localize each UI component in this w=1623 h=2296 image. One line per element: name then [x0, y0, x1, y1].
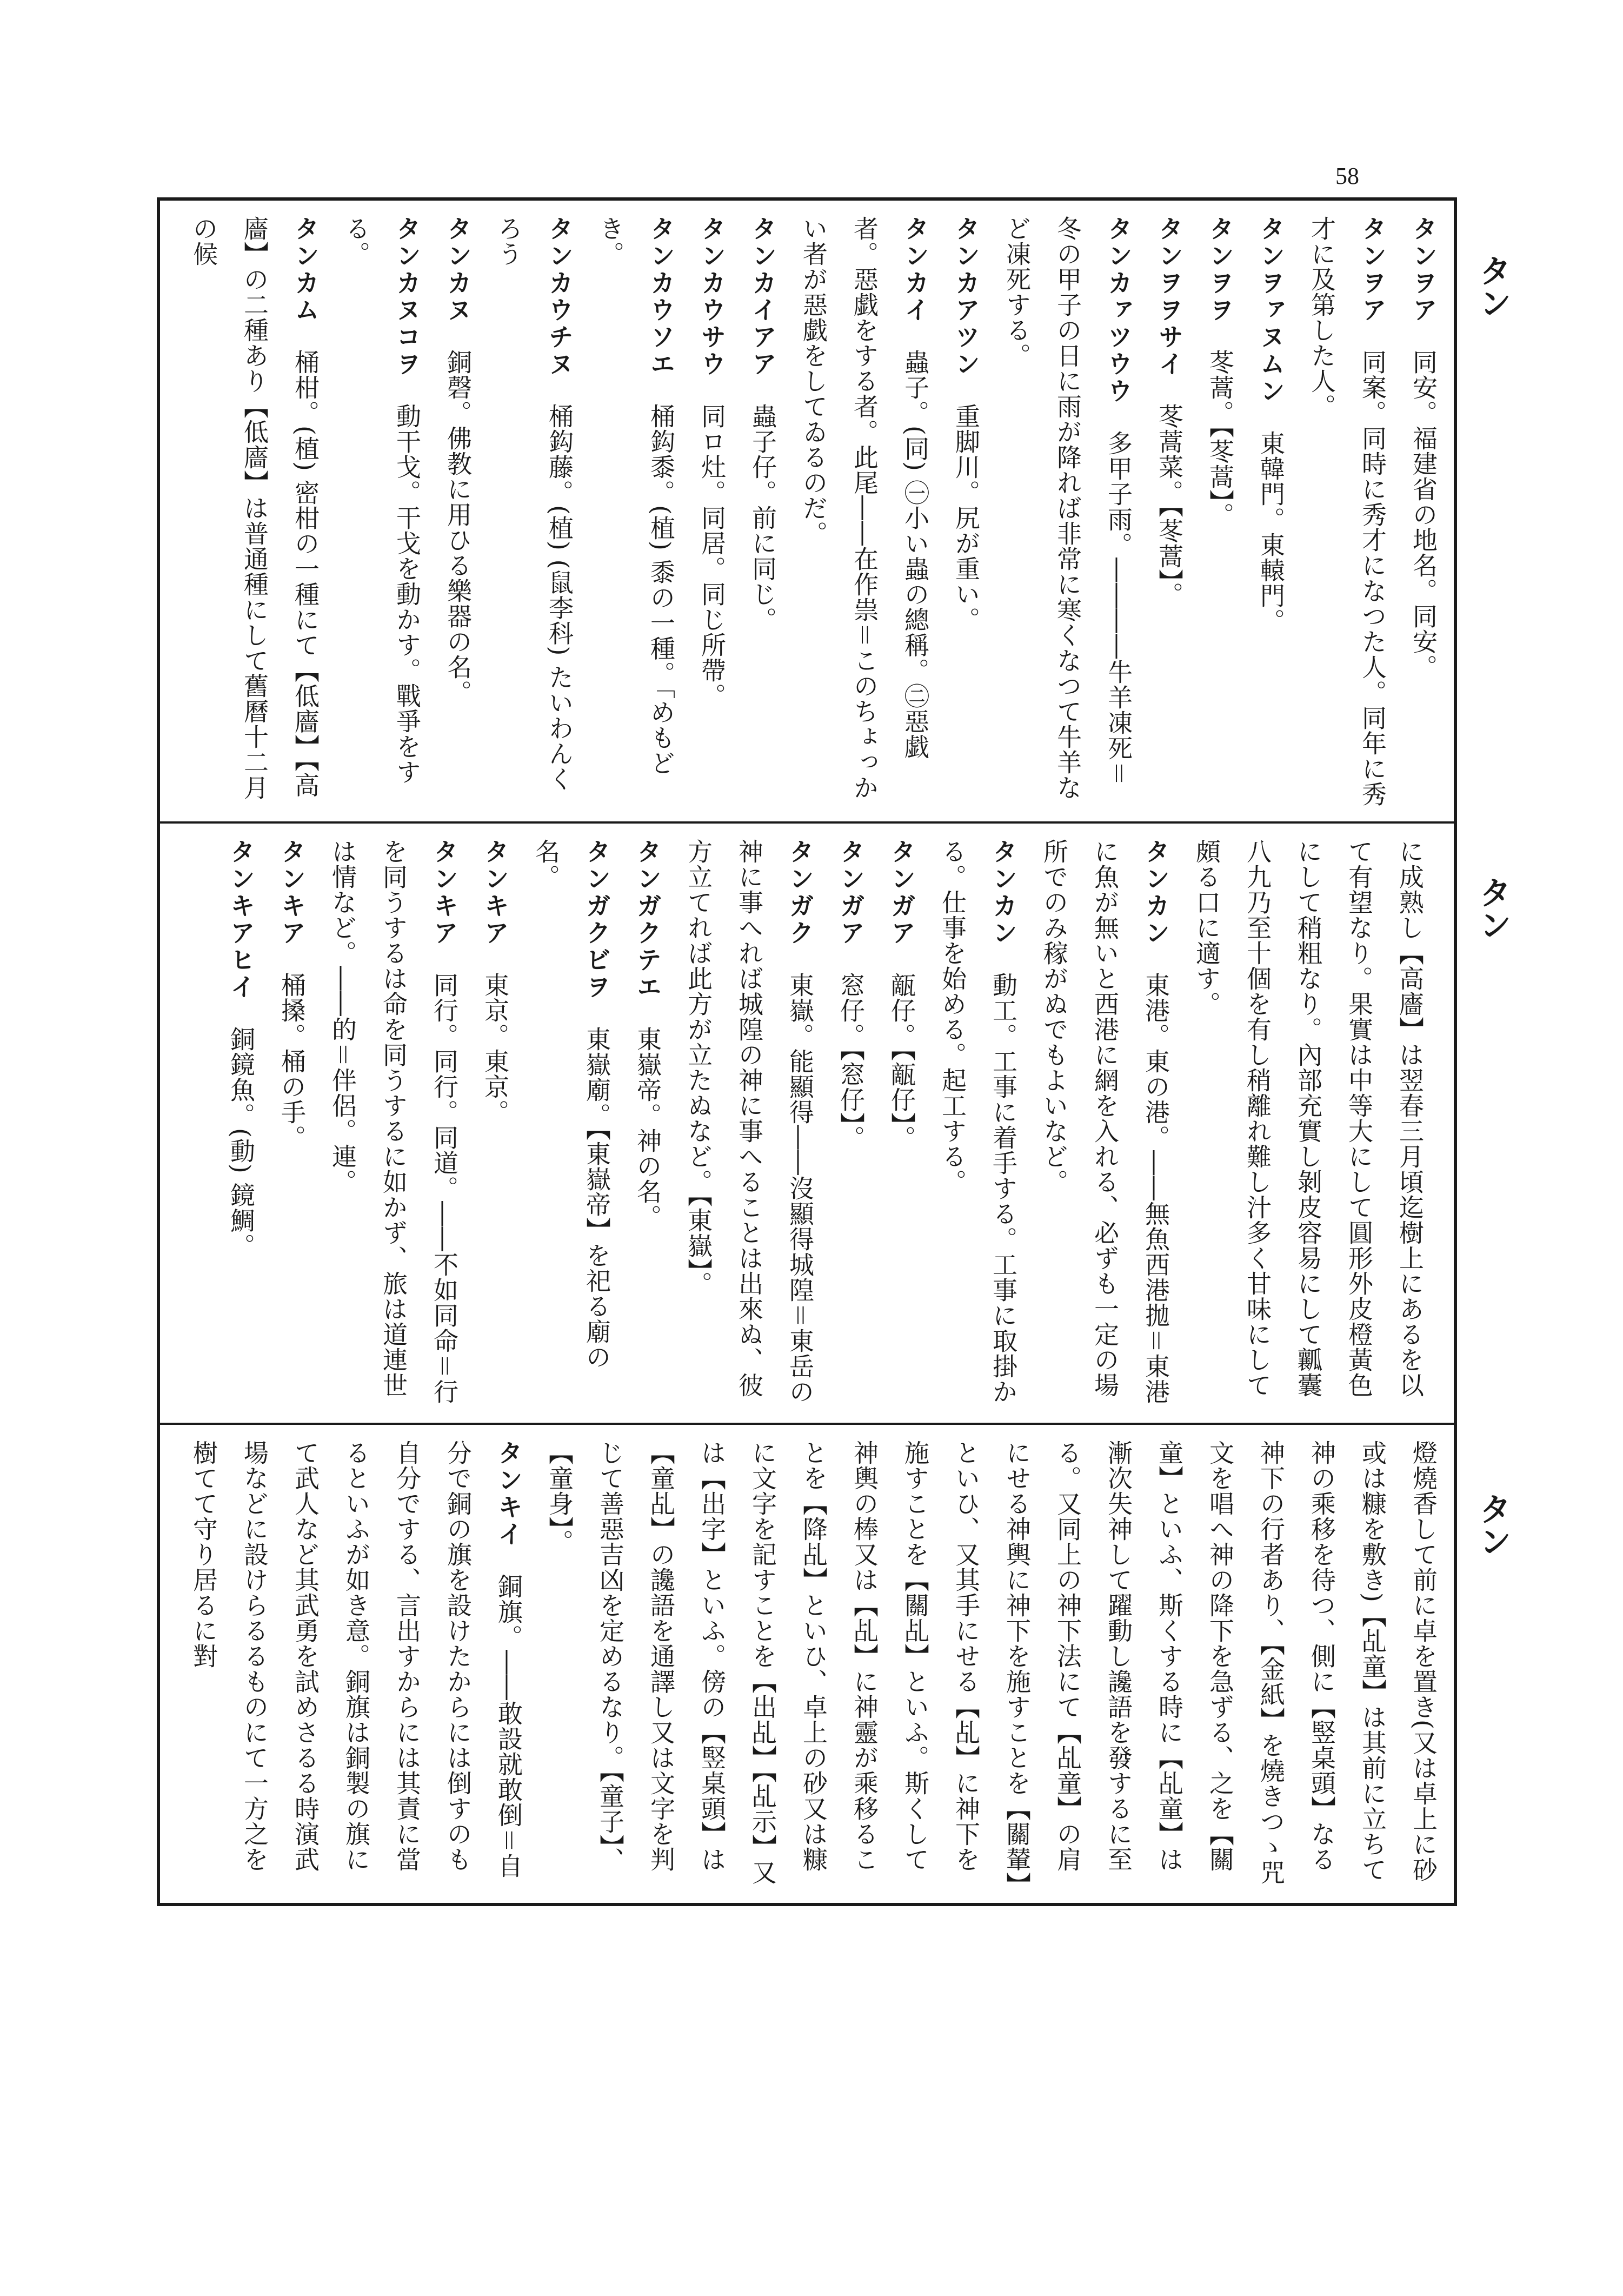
dictionary-frame — [157, 197, 1457, 1906]
dictionary-entry — [331, 216, 433, 809]
entry-headword: タンカアツン — [952, 216, 981, 378]
entry-headword: タンカイ — [901, 216, 930, 324]
running-head-top: タン — [1474, 254, 1512, 319]
entry-definition: 桶鈎藤。(植) (鼠李科) たいわんくろう — [494, 216, 574, 792]
entry-definition: 同安。福建省の地名。同安。 — [1409, 349, 1438, 680]
entry-definition: 窓仔。【窓仔】。 — [836, 972, 866, 1151]
entry-headword: タンガクテエ — [633, 839, 662, 1001]
dictionary-entry — [521, 839, 622, 1411]
entry-headword: タンヲア — [1409, 216, 1438, 324]
dictionary-entry — [1181, 839, 1435, 1411]
entry-definition: 蟲子仔。前に同じ。 — [748, 403, 777, 632]
dictionary-entry — [317, 839, 470, 1411]
entry-headword: タンキア — [277, 839, 307, 947]
entry-definition: 燈燒香して前に卓を置き(又は卓上に砂或は糠を敷き)【乩童】は其前に立ちて神の乘移を待つ、側に【竪桌頭】なる神下の行者あり、【金紙】を燒きつゝ咒文を唱へ神の降下を急ずる、之を【關童】といふ、斯くする時に【乩童】は漸次失神して躍動し讒語を發するに至る。又同上の神下法にて【乩童】の肩にせる神輿に神下を施すことを【關輦】といひ、又其手にせる【乩】に神下を施すことを【關乩】といふ。斯くして神輿の棒又は【乩】に神靈が乘移ることを【降乩】といひ、卓上の砂又は糠に文字を記すことを【出乩】【乩示】又は【出字】といふ。傍の【竪桌頭】は【童乩】の讒語を通譯し又は文字を判じて善惡吉凶を定めるなり。【童子】、【童身】。 — [545, 1440, 1438, 1885]
page-number: 58 — [1335, 163, 1359, 189]
dictionary-entry — [992, 216, 1144, 809]
entry-definition: 銅磬。佛教に用ひる樂器の名。 — [443, 349, 473, 705]
entry-definition: 重脚川。尻が重い。 — [952, 403, 981, 632]
dictionary-entry — [687, 216, 737, 809]
tier-middle-text — [216, 839, 1435, 1411]
entry-headword: タンカヌコヲ — [393, 216, 422, 378]
running-head-middle: タン — [1474, 876, 1512, 941]
tier-middle — [160, 821, 1454, 1423]
tier-bottom-text — [178, 1440, 1454, 1891]
entry-definition: 東港。東の港。――無魚西港拋＝東港に魚が無いと西港に網を入れる、必ずも一定の場所でのみ稼がぬでもよいなど。 — [1040, 839, 1170, 1404]
dictionary-entry — [534, 1440, 1454, 1891]
entry-definition: 東嶽廟。【東嶽帝】を祀る廟の名。 — [531, 839, 611, 1370]
dictionary-entry — [216, 839, 267, 1411]
entry-headword: タンカウサウ — [697, 216, 727, 378]
entry-definition: 東嶽。能顯得――沒顯得城隍＝東岳の神に事へれば城隍の神に事へることは出來ぬ、彼方立てれば此方が立たぬなど。【東嶽】。 — [684, 839, 815, 1404]
dictionary-entry — [941, 216, 992, 809]
tier-bottom — [160, 1423, 1454, 1903]
entry-headword: タンキア — [430, 839, 459, 947]
dictionary-entry — [470, 839, 521, 1411]
dictionary-entry — [622, 839, 673, 1411]
entry-headword: タンカァツウウ — [1104, 216, 1133, 405]
dictionary-entry — [826, 839, 876, 1411]
entry-headword: タンカウチヌ — [545, 216, 574, 378]
dictionary-entry — [1398, 216, 1449, 809]
entry-definition: 苳蒿。【苳蒿】。 — [1206, 349, 1235, 528]
entry-definition: 動干戈。干戈を動かす。戰爭をする。 — [342, 216, 422, 785]
entry-headword: タンヲア — [1358, 216, 1387, 324]
entry-definition: 多甲子雨。――――牛羊凍死＝冬の甲子の日に雨が降れば非常に寒くなつて牛羊など凍死する。 — [1002, 216, 1133, 800]
dictionary-entry — [1246, 216, 1296, 809]
tier-top — [160, 201, 1454, 821]
dictionary-entry — [737, 216, 788, 809]
dictionary-entry — [788, 216, 941, 809]
dictionary-entry — [876, 839, 927, 1411]
entry-definition: 桶搡。桶の手。 — [277, 972, 307, 1150]
dictionary-entry — [1195, 216, 1246, 809]
entry-headword: タンヲヲ — [1206, 216, 1235, 324]
entry-headword: タンガクビヲ — [582, 839, 611, 1001]
entry-definition: に成熟し【高廧】は翌春三月頃迄樹上にあるを以て有望なり。果實は中等大にして圓形外皮橙黃色にして稍粗なり。內部充實し剝皮容易にして瓤囊八九乃至十個を有し稍離れ難し汁多く甘味にして頗る口に適す。 — [1192, 839, 1425, 1398]
dictionary-entry — [1296, 216, 1398, 809]
entry-headword: タンカイアア — [748, 216, 777, 378]
entry-headword: タンガア — [887, 839, 916, 947]
entry-headword: タンガク — [786, 839, 815, 947]
entry-definition: 東嶽帝。神の名。 — [633, 1026, 662, 1230]
dictionary-entry — [927, 839, 1029, 1411]
entry-definition: 東京。東京。 — [481, 972, 510, 1125]
entry-definition: 同ロ灶。同居。同じ所帶。 — [697, 403, 727, 708]
entry-definition: 苳蒿菜。【苳蒿】。 — [1155, 403, 1184, 607]
entry-definition: 桶柑。(植) 密柑の一種にて【低廧】【高廧】の二種あり【低廧】は普通種にして舊曆十二月の候 — [189, 216, 320, 800]
dictionary-entry — [178, 216, 331, 809]
entry-definition: 同案。同時に秀才になつた人。同年に秀才に及第した人。 — [1307, 216, 1387, 807]
entry-definition: 東韓門。東轅門。 — [1256, 430, 1286, 634]
entry-headword: タンヲヲサイ — [1155, 216, 1184, 378]
entry-headword: タンキア — [481, 839, 510, 947]
entry-headword: タンカン — [989, 839, 1018, 947]
entry-headword: タンヲァヌムン — [1256, 216, 1286, 405]
dictionary-entry — [1449, 216, 1454, 809]
dictionary-entry — [483, 216, 585, 809]
entry-definition: 動工。工事に着手する。工事に取掛かる。仕事を始める。起工する。 — [938, 839, 1018, 1404]
entry-headword: タンキアヒイ — [227, 839, 256, 1001]
entry-definition: 甋仔。【甋仔】。 — [887, 972, 916, 1151]
entry-headword: タンカン — [1141, 839, 1170, 947]
dictionary-entry — [673, 839, 826, 1411]
dictionary-entry — [433, 216, 483, 809]
dictionary-entry — [267, 839, 317, 1411]
dictionary-entry — [1144, 216, 1195, 809]
entry-headword: タンカム — [291, 216, 320, 324]
entry-definition: 銅鏡魚。(動) 鏡鯛。 — [227, 1026, 256, 1259]
entry-definition: 同行。同行。同道。――不如同命＝行を同うするは命を同うするに如かず、旅は道連世は情など。――的＝伴侶。連。 — [328, 839, 459, 1404]
entry-definition: 桶鈎黍。(植) 黍の一種。「めもどき。 — [596, 216, 676, 776]
tier-top-text — [178, 216, 1454, 809]
dictionary-entry — [1029, 839, 1181, 1411]
entry-headword: タンキイ — [494, 1440, 523, 1548]
entry-headword: タンガア — [836, 839, 866, 947]
dictionary-entry — [585, 216, 687, 809]
entry-headword: タンカウソエ — [647, 216, 676, 378]
entry-definition: 蟲子。(同) ㊀小い蟲の總稱。㊁惡戯者。惡戯をする者。此尾――在作祟＝このちょっかい者が惡戯をしてゐるのだ。 — [799, 216, 930, 800]
entry-definition: 銅旗。――敢設就敢倒＝自分で銅の旗を設けたからには倒すのも自分でする、言出すからには其責に當るといふが如き意。銅旗は銅製の旗にて武人など其武勇を試めさるる時演武場などに設けらるるものにて一方之を樹てて守り居るに對 — [189, 1440, 523, 1879]
dictionary-entry — [178, 1440, 534, 1891]
entry-headword: タンカヌ — [443, 216, 473, 324]
running-head-bottom: タン — [1474, 1492, 1512, 1557]
